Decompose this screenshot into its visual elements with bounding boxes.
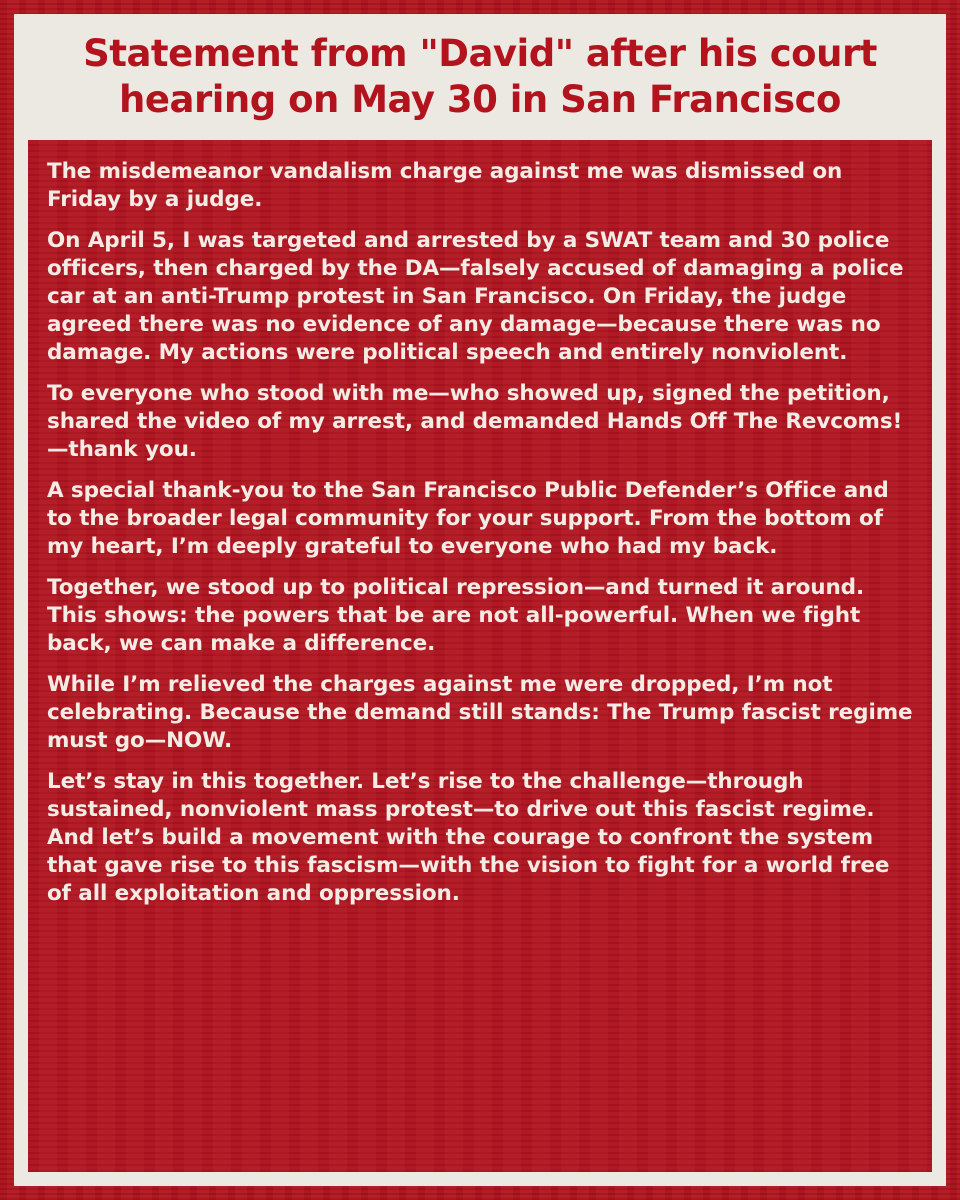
- paragraph-arrest-account: On April 5, I was targeted and arrested by a SWAT team and 30 police officers, then charged by the DA—falsely accused of damaging a police car at an anti-Trump protest in San Francisco. On Friday, the judge agreed there was no evidence of any damage—because there was no damage. My actions were political speech and entirely nonviolent.: [47, 228, 904, 365]
- paragraph-thanks-public-defender: A special thank-you to the San Francisco Public Defender’s Office and to the broader legal community for your support. From the bottom of my heart, I’m deeply grateful to everyone who had my back.: [47, 478, 889, 559]
- paragraph-stood-up: Together, we stood up to political repression—and turned it around. This shows: the powers that be are not all-powerful. When we fight back, we can make a difference.: [47, 575, 865, 656]
- paragraph-thanks-supporters: To everyone who stood with me—who showed up, signed the petition, shared the video of my arrest, and demanded Hands Off The Revcoms!—thank you.: [47, 381, 903, 462]
- paragraph-dismissal: The misdemeanor vandalism charge against me was dismissed on Friday by a judge.: [47, 159, 843, 212]
- statement-body: [28, 140, 932, 1172]
- paragraph-not-celebrating: While I’m relieved the charges against me were dropped, I’m not celebrating. Because the demand still stands: The Trump fascist regime must go—NOW.: [47, 672, 913, 753]
- statement-title: Statement from "David" after his court hearing on May 30 in San Francisco: [83, 32, 877, 121]
- paragraph-call-to-action: Let’s stay in this together. Let’s rise to the challenge—through sustained, nonviolent mass protest—to drive out this fascist regime. And let’s build a movement with the courage to confront the system that gave rise to this fascism—with the vision to fight for a world free of all exploitation and oppression.: [47, 769, 890, 906]
- statement-card: [14, 14, 946, 1186]
